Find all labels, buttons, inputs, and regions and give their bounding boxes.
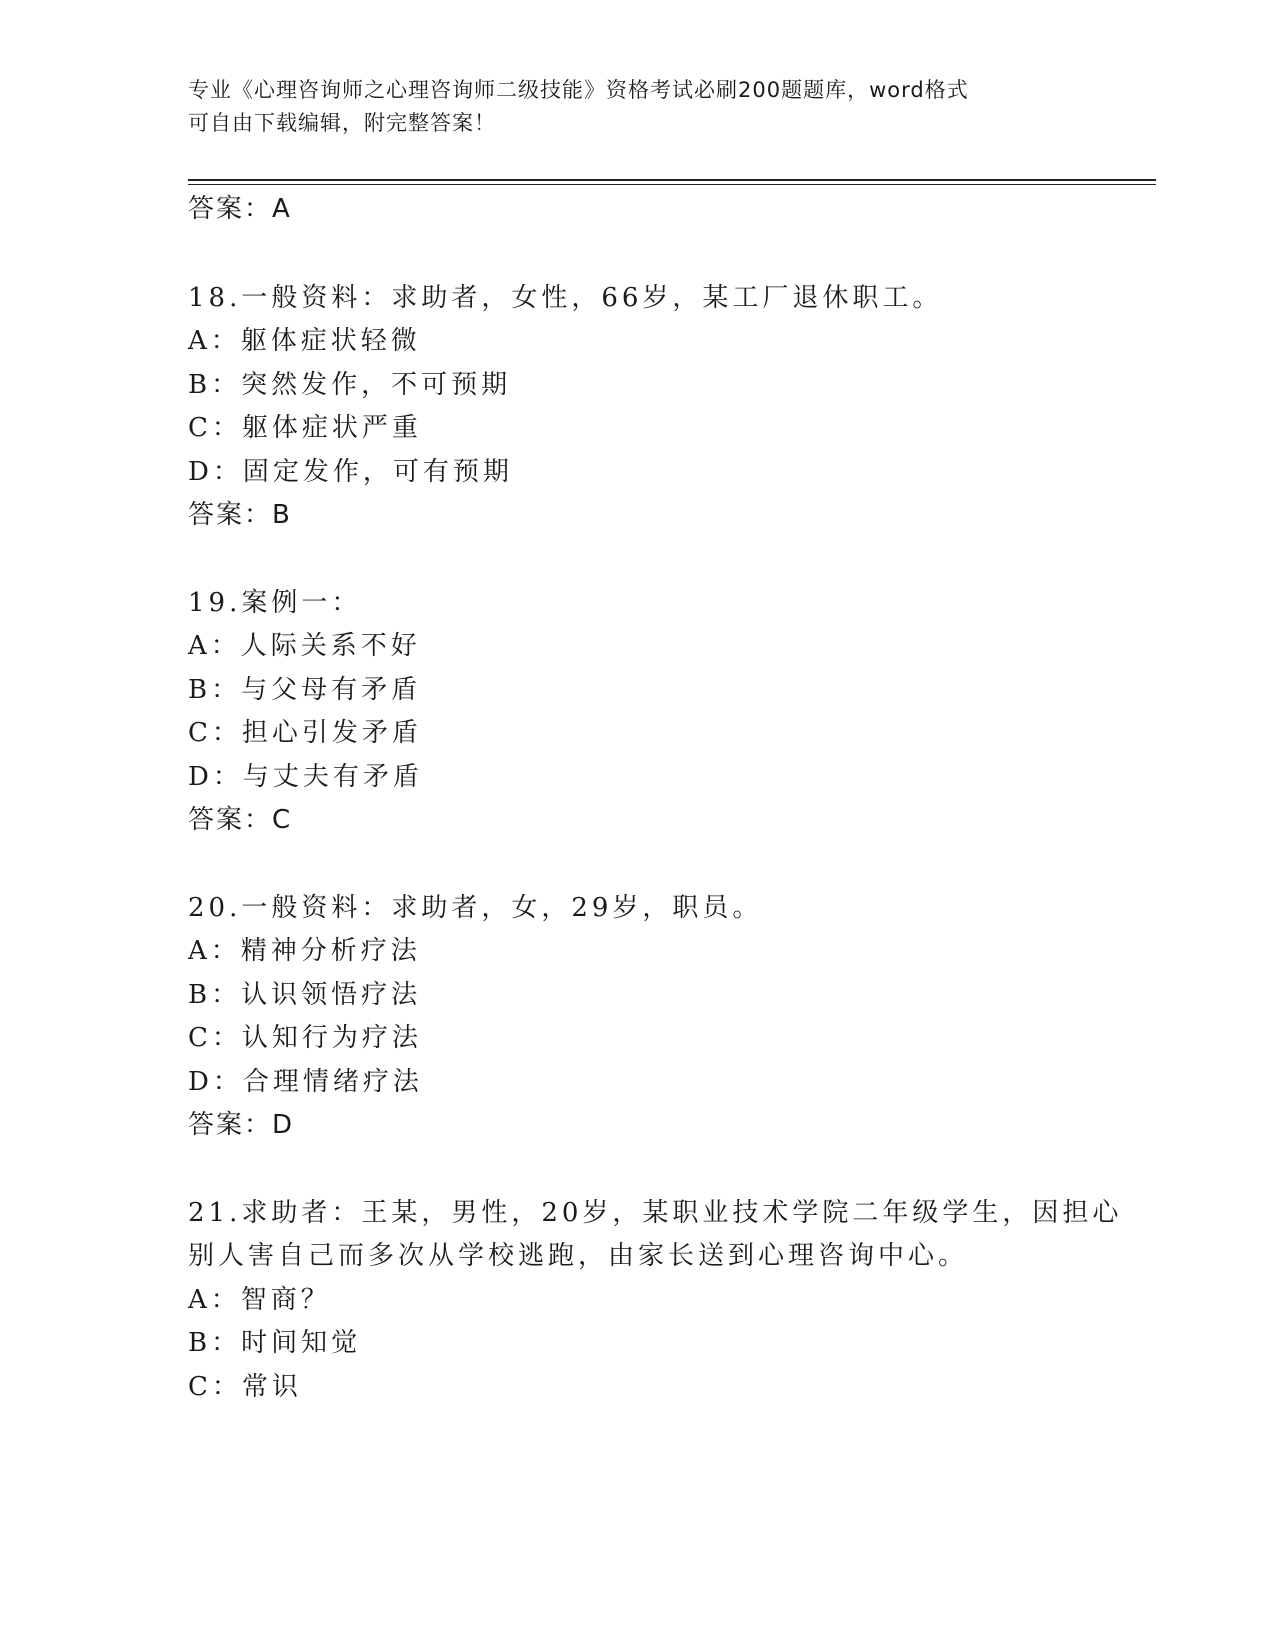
- option-21-c: C：常识: [188, 1372, 302, 1402]
- option-19-d: D：与丈夫有矛盾: [188, 762, 423, 792]
- option-20-c: C：认知行为疗法: [188, 1023, 422, 1053]
- question-20: 20.一般资料：求助者，女，29岁，职员。: [188, 893, 763, 923]
- question-19: 19.案例一：: [188, 588, 362, 618]
- option-18-d: D：固定发作，可有预期: [188, 457, 513, 487]
- document-header: [188, 74, 1088, 140]
- option-20-a: A：精神分析疗法: [188, 936, 421, 966]
- option-20-b: B：认识领悟疗法: [188, 980, 422, 1010]
- answer-17: 答案：A: [188, 194, 292, 224]
- option-19-b: B：与父母有矛盾: [188, 675, 422, 705]
- question-18: 18.一般资料：求助者，女性，66岁，某工厂退休职工。: [188, 283, 943, 313]
- answer-19: 答案：C: [188, 805, 293, 835]
- question-21-line-1: 21.求助者：王某，男性，20岁，某职业技术学院二年级学生，因担心: [188, 1198, 1123, 1228]
- option-18-b: B：突然发作，不可预期: [188, 370, 512, 400]
- option-21-a: A：智商？: [188, 1285, 331, 1315]
- answer-20: 答案：D: [188, 1110, 295, 1140]
- answer-18: 答案：B: [188, 500, 292, 530]
- header-line-2: 可自由下载编辑，附完整答案！: [188, 111, 496, 135]
- option-21-b: B：时间知觉: [188, 1328, 362, 1358]
- option-19-a: A：人际关系不好: [188, 631, 421, 661]
- option-18-a: A：躯体症状轻微: [188, 326, 421, 356]
- option-20-d: D：合理情绪疗法: [188, 1067, 423, 1097]
- option-19-c: C：担心引发矛盾: [188, 718, 422, 748]
- option-18-c: C：躯体症状严重: [188, 413, 422, 443]
- header-divider-thin: [188, 184, 1156, 185]
- header-line-1: 专业《心理咨询师之心理咨询师二级技能》资格考试必刷200题题库，word格式: [188, 78, 969, 102]
- header-divider-thick: [188, 179, 1156, 181]
- question-21-line-2: 别人害自己而多次从学校逃跑，由家长送到心理咨询中心。: [188, 1241, 969, 1271]
